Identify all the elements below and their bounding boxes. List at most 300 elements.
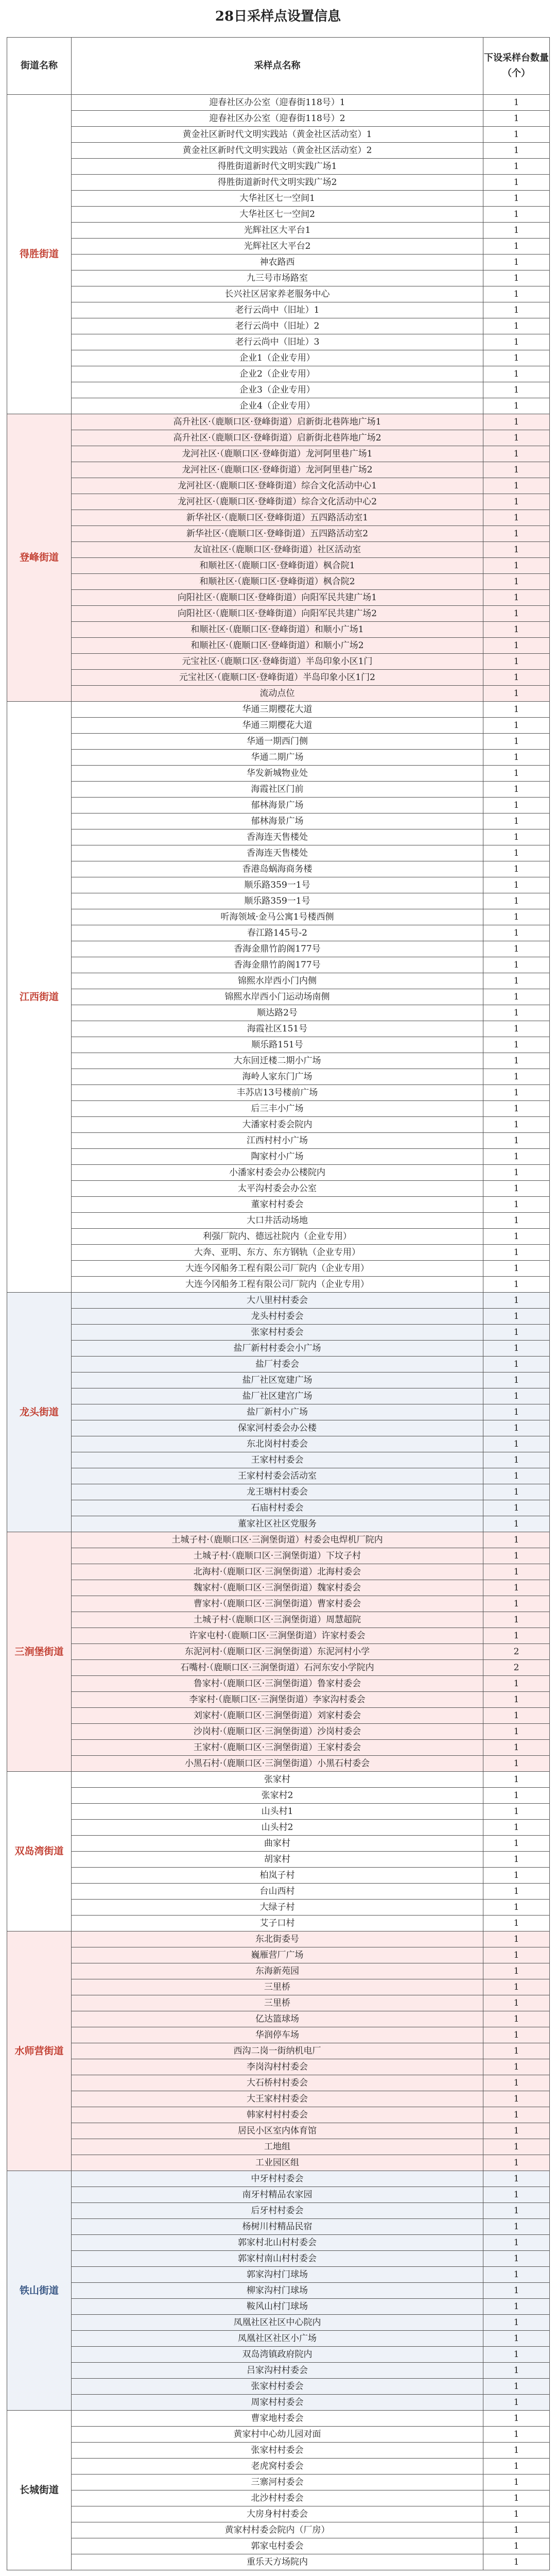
station-count-cell: 1 — [483, 526, 550, 542]
table-row — [7, 2011, 550, 2027]
station-count-cell: 1 — [483, 1676, 550, 1692]
site-name-cell: 山头村2 — [72, 1820, 483, 1836]
table-row — [7, 2027, 550, 2043]
table-row — [7, 2538, 550, 2554]
station-count-cell: 1 — [483, 430, 550, 446]
site-name-cell: 企业4（企业专用） — [72, 398, 483, 414]
site-name-cell: 迎春社区办公室（迎春街118号）1 — [72, 95, 483, 111]
table-row — [7, 798, 550, 814]
site-name-cell: 香海连天售楼处 — [72, 845, 483, 861]
table-row — [7, 382, 550, 398]
site-name-cell: 柏岚子村 — [72, 1868, 483, 1884]
site-name-cell: 盐厂社区宽建广场 — [72, 1372, 483, 1388]
station-count-cell: 1 — [483, 1213, 550, 1229]
site-name-cell: 曲家村 — [72, 1836, 483, 1852]
header-district: 街道名称 — [7, 38, 72, 95]
site-name-cell: 郁林海景广场 — [72, 814, 483, 829]
site-name-cell: 老行云尚中（旧址）3 — [72, 334, 483, 350]
table-row — [7, 1947, 550, 1963]
table-row — [7, 2443, 550, 2459]
site-name-cell: 大华社区七一空间1 — [72, 191, 483, 207]
station-count-cell: 1 — [483, 1245, 550, 1261]
station-count-cell: 1 — [483, 382, 550, 398]
table-row — [7, 2155, 550, 2171]
station-count-cell: 1 — [483, 1484, 550, 1500]
site-name-cell: 友谊社区·（鹿顺口区·登峰街道）社区活动室 — [72, 542, 483, 558]
station-count-cell: 1 — [483, 2283, 550, 2299]
station-count-cell: 1 — [483, 2395, 550, 2411]
table-row — [7, 1372, 550, 1388]
station-count-cell: 1 — [483, 2203, 550, 2219]
station-count-cell: 2 — [483, 1644, 550, 1660]
table-row — [7, 2379, 550, 2395]
table-row — [7, 1293, 550, 1309]
station-count-cell: 1 — [483, 574, 550, 590]
table-row — [7, 1197, 550, 1213]
table-row — [7, 941, 550, 957]
table-row — [7, 1596, 550, 1612]
table-row — [7, 957, 550, 973]
site-name-cell: 锦熙水岸西小门运动场南侧 — [72, 989, 483, 1005]
station-count-cell: 1 — [483, 2011, 550, 2027]
table-row — [7, 127, 550, 143]
table-row — [7, 318, 550, 334]
table-row — [7, 1165, 550, 1181]
station-count-cell: 1 — [483, 2363, 550, 2379]
station-count-cell: 1 — [483, 1516, 550, 1532]
table-row — [7, 877, 550, 893]
site-name-cell: 石嘴村·（鹿顺口区·三涧堡街道）石河东安小学院内 — [72, 1660, 483, 1676]
table-row — [7, 446, 550, 462]
site-name-cell: 大奔、亚明、东方、东方钢轨（企业专用） — [72, 1245, 483, 1261]
table-row — [7, 750, 550, 766]
site-name-cell: 盐厂村委会 — [72, 1357, 483, 1372]
station-count-cell: 1 — [483, 1293, 550, 1309]
station-count-cell: 1 — [483, 1229, 550, 1245]
station-count-cell: 1 — [483, 207, 550, 223]
station-count-cell: 1 — [483, 2315, 550, 2331]
station-count-cell: 1 — [483, 302, 550, 318]
station-count-cell: 1 — [483, 1931, 550, 1947]
station-count-cell: 1 — [483, 159, 550, 175]
district-name-cell: 登峰街道 — [7, 414, 72, 702]
table-row — [7, 2267, 550, 2283]
table-row — [7, 574, 550, 590]
station-count-cell: 1 — [483, 941, 550, 957]
district-name-cell: 江西街道 — [7, 702, 72, 1293]
station-count-cell: 1 — [483, 670, 550, 686]
table-row — [7, 1692, 550, 1708]
table-row — [7, 718, 550, 734]
station-count-cell: 1 — [483, 2027, 550, 2043]
site-name-cell: 亿达篮球场 — [72, 2011, 483, 2027]
table-row — [7, 2506, 550, 2522]
station-count-cell: 1 — [483, 829, 550, 845]
table-row — [7, 1931, 550, 1947]
station-count-cell: 1 — [483, 1005, 550, 1021]
station-count-cell: 1 — [483, 1101, 550, 1117]
station-count-cell: 1 — [483, 2299, 550, 2315]
table-row — [7, 350, 550, 366]
site-name-cell: 海岭人家东门广场 — [72, 1069, 483, 1085]
table-row — [7, 542, 550, 558]
site-name-cell: 顺乐路359一1号 — [72, 877, 483, 893]
table-row — [7, 1612, 550, 1628]
station-count-cell: 1 — [483, 2139, 550, 2155]
site-name-cell: 华通三期樱花大道 — [72, 718, 483, 734]
station-count-cell: 1 — [483, 1404, 550, 1420]
table-row — [7, 1005, 550, 1021]
table-row — [7, 2139, 550, 2155]
station-count-cell: 1 — [483, 1740, 550, 1756]
site-name-cell: 流动点位 — [72, 686, 483, 702]
site-name-cell: 工地组 — [72, 2139, 483, 2155]
station-count-cell: 1 — [483, 2443, 550, 2459]
table-row — [7, 1900, 550, 1916]
station-count-cell: 1 — [483, 590, 550, 606]
table-row — [7, 1404, 550, 1420]
station-count-cell: 1 — [483, 1852, 550, 1868]
table-row — [7, 2490, 550, 2506]
site-name-cell: 大潘家村委会院内 — [72, 1117, 483, 1133]
table-row — [7, 2427, 550, 2443]
district-name-cell: 水师营街道 — [7, 1931, 72, 2171]
station-count-cell: 1 — [483, 893, 550, 909]
table-row — [7, 1452, 550, 1468]
site-name-cell: 小潘家村委会办公楼院内 — [72, 1165, 483, 1181]
site-name-cell: 后三丰小广场 — [72, 1101, 483, 1117]
site-name-cell: 郭家沟村门球场 — [72, 2267, 483, 2283]
table-row — [7, 590, 550, 606]
station-count-cell: 1 — [483, 1261, 550, 1277]
table-row — [7, 510, 550, 526]
table-row — [7, 2331, 550, 2347]
site-name-cell: 顺乐路359一1号 — [72, 893, 483, 909]
site-name-cell: 胡家村 — [72, 1852, 483, 1868]
station-count-cell: 1 — [483, 957, 550, 973]
table-row — [7, 1676, 550, 1692]
table-row — [7, 1245, 550, 1261]
station-count-cell: 1 — [483, 1341, 550, 1357]
site-name-cell: 高升社区·（鹿顺口区·登峰街道）启新街北巷阵地广场1 — [72, 414, 483, 430]
district-name-cell: 铁山街道 — [7, 2171, 72, 2411]
table-row — [7, 239, 550, 255]
station-count-cell: 1 — [483, 1037, 550, 1053]
site-name-cell: 老行云尚中（旧址）2 — [72, 318, 483, 334]
site-name-cell: 迎春社区办公室（迎春街118号）2 — [72, 111, 483, 127]
site-name-cell: 张家村村委会 — [72, 1325, 483, 1341]
site-name-cell: 得胜街道新时代文明实践广场2 — [72, 175, 483, 191]
station-count-cell: 1 — [483, 318, 550, 334]
site-name-cell: 香港岛蜗海商务楼 — [72, 861, 483, 877]
site-name-cell: 巍雁营厂广场 — [72, 1947, 483, 1963]
site-name-cell: 土城子村·（鹿顺口区·三涧堡街道）下坟子村 — [72, 1548, 483, 1564]
site-name-cell: 光辉社区大平台1 — [72, 223, 483, 239]
table-row — [7, 2315, 550, 2331]
site-name-cell: 和顺社区·（鹿顺口区·登峰街道）和顺小广场2 — [72, 638, 483, 654]
table-row — [7, 2235, 550, 2251]
site-name-cell: 和顺社区·（鹿顺口区·登峰街道）枫合院1 — [72, 558, 483, 574]
table-row — [7, 1852, 550, 1868]
station-count-cell: 1 — [483, 2059, 550, 2075]
table-row — [7, 2059, 550, 2075]
table-row — [7, 829, 550, 845]
table-row — [7, 2363, 550, 2379]
station-count-cell: 1 — [483, 2459, 550, 2475]
station-count-cell: 1 — [483, 2107, 550, 2123]
table-row — [7, 2171, 550, 2187]
station-count-cell: 1 — [483, 127, 550, 143]
table-row — [7, 925, 550, 941]
table-row — [7, 2522, 550, 2538]
station-count-cell: 1 — [483, 1836, 550, 1852]
table-row — [7, 1181, 550, 1197]
site-name-cell: 向阳社区·（鹿顺口区·登峰街道）向阳军民共建广场2 — [72, 606, 483, 622]
table-row — [7, 2283, 550, 2299]
district-name-cell: 双岛湾街道 — [7, 1772, 72, 1931]
site-name-cell: 光辉社区大平台2 — [72, 239, 483, 255]
site-name-cell: 柳家沟村门球场 — [72, 2283, 483, 2299]
site-name-cell: 和顺社区·（鹿顺口区·登峰街道）枫合院2 — [72, 574, 483, 590]
station-count-cell: 1 — [483, 270, 550, 286]
table-row — [7, 366, 550, 382]
site-name-cell: 张家村2 — [72, 1788, 483, 1804]
table-row — [7, 1548, 550, 1564]
table-row — [7, 1788, 550, 1804]
site-name-cell: 华润停车场 — [72, 2027, 483, 2043]
site-name-cell: 大王家村村委会 — [72, 2091, 483, 2107]
table-row — [7, 143, 550, 159]
table-row — [7, 95, 550, 111]
site-name-cell: 郭家屯村委会 — [72, 2538, 483, 2554]
station-count-cell: 1 — [483, 558, 550, 574]
site-name-cell: 江西村村小广场 — [72, 1133, 483, 1149]
table-row — [7, 893, 550, 909]
station-count-cell: 1 — [483, 446, 550, 462]
table-row — [7, 622, 550, 638]
station-count-cell: 1 — [483, 2091, 550, 2107]
table-row — [7, 1149, 550, 1165]
site-name-cell: 大石桥村村委会 — [72, 2075, 483, 2091]
station-count-cell: 1 — [483, 398, 550, 414]
site-name-cell: 韩家村村村委会 — [72, 2107, 483, 2123]
site-name-cell: 龙王塘村村委会 — [72, 1484, 483, 1500]
station-count-cell: 1 — [483, 542, 550, 558]
table-row — [7, 2554, 550, 2570]
table-row — [7, 1309, 550, 1325]
site-name-cell: 盐厂新村村委会小广场 — [72, 1341, 483, 1357]
station-count-cell: 1 — [483, 782, 550, 798]
site-name-cell: 东北岗村村委会 — [72, 1436, 483, 1452]
table-row — [7, 175, 550, 191]
table-row — [7, 286, 550, 302]
station-count-cell: 1 — [483, 1963, 550, 1979]
site-name-cell: 北海村·（鹿顺口区·三涧堡街道）北海村委会 — [72, 1564, 483, 1580]
site-name-cell: 张家村村委会 — [72, 2379, 483, 2395]
station-count-cell: 1 — [483, 1548, 550, 1564]
station-count-cell: 1 — [483, 111, 550, 127]
table-row — [7, 334, 550, 350]
table-row — [7, 1628, 550, 1644]
site-name-cell: 太平沟村委会办公室 — [72, 1181, 483, 1197]
station-count-cell: 1 — [483, 1564, 550, 1580]
site-name-cell: 鞍风山村门球场 — [72, 2299, 483, 2315]
station-count-cell: 1 — [483, 494, 550, 510]
header-site: 采样点名称 — [72, 38, 483, 95]
site-name-cell: 南牙村精品农家园 — [72, 2187, 483, 2203]
table-row — [7, 1804, 550, 1820]
station-count-cell: 1 — [483, 191, 550, 207]
site-name-cell: 陶家村小广场 — [72, 1149, 483, 1165]
site-name-cell: 黄金社区新时代文明实践站（黄金社区活动室）2 — [72, 143, 483, 159]
station-count-cell: 1 — [483, 877, 550, 893]
table-row — [7, 2203, 550, 2219]
table-row — [7, 734, 550, 750]
station-count-cell: 1 — [483, 2043, 550, 2059]
table-row — [7, 1995, 550, 2011]
station-count-cell: 1 — [483, 989, 550, 1005]
station-count-cell: 1 — [483, 462, 550, 478]
table-row — [7, 1357, 550, 1372]
station-count-cell: 1 — [483, 973, 550, 989]
site-name-cell: 向阳社区·（鹿顺口区·登峰街道）向阳军民共建广场1 — [72, 590, 483, 606]
station-count-cell: 1 — [483, 1388, 550, 1404]
station-count-cell: 1 — [483, 638, 550, 654]
site-name-cell: 企业2（企业专用） — [72, 366, 483, 382]
station-count-cell: 1 — [483, 1069, 550, 1085]
table-row — [7, 1053, 550, 1069]
site-name-cell: 华发新城物业处 — [72, 766, 483, 782]
station-count-cell: 2 — [483, 1660, 550, 1676]
site-name-cell: 神农路西 — [72, 255, 483, 270]
site-name-cell: 大口井活动场地 — [72, 1213, 483, 1229]
station-count-cell: 1 — [483, 1900, 550, 1916]
site-name-cell: 张家村村委会 — [72, 2443, 483, 2459]
station-count-cell: 1 — [483, 1165, 550, 1181]
table-row — [7, 1884, 550, 1900]
table-row — [7, 1500, 550, 1516]
site-name-cell: 龙河社区·（鹿顺口区·登峰街道）龙河阿里巷广场1 — [72, 446, 483, 462]
site-name-cell: 曹家地村委会 — [72, 2411, 483, 2427]
station-count-cell: 1 — [483, 334, 550, 350]
table-row — [7, 1484, 550, 1500]
site-name-cell: 锦熙水岸西小门内侧 — [72, 973, 483, 989]
station-count-cell: 1 — [483, 1372, 550, 1388]
table-row — [7, 1436, 550, 1452]
table-row — [7, 111, 550, 127]
table-row — [7, 1532, 550, 1548]
table-row — [7, 1133, 550, 1149]
station-count-cell: 1 — [483, 2379, 550, 2395]
site-name-cell: 李岗沟村村委会 — [72, 2059, 483, 2075]
station-count-cell: 1 — [483, 622, 550, 638]
district-name-cell: 长城街道 — [7, 2411, 72, 2570]
table-row — [7, 814, 550, 829]
station-count-cell: 1 — [483, 2554, 550, 2570]
station-count-cell: 1 — [483, 2123, 550, 2139]
site-name-cell: 山头村1 — [72, 1804, 483, 1820]
site-name-cell: 东泥河村·（鹿顺口区·三涧堡街道）东泥河村小学 — [72, 1644, 483, 1660]
site-name-cell: 东北街委号 — [72, 1931, 483, 1947]
site-name-cell: 郭家村北山村村委会 — [72, 2235, 483, 2251]
station-count-cell: 1 — [483, 1804, 550, 1820]
station-count-cell: 1 — [483, 1724, 550, 1740]
site-name-cell: 重乐天方场院内 — [72, 2554, 483, 2570]
table-row — [7, 2475, 550, 2490]
table-row — [7, 2299, 550, 2315]
table-row — [7, 845, 550, 861]
site-name-cell: 海霞社区门前 — [72, 782, 483, 798]
table-row — [7, 1963, 550, 1979]
table-row — [7, 1708, 550, 1724]
station-count-cell: 1 — [483, 350, 550, 366]
site-name-cell: 顺达路2号 — [72, 1005, 483, 1021]
site-name-cell: 北沙村村委会 — [72, 2490, 483, 2506]
station-count-cell: 1 — [483, 2522, 550, 2538]
table-row — [7, 1660, 550, 1676]
table-header-row — [7, 38, 550, 95]
table-row — [7, 606, 550, 622]
page-title: 28日采样点设置信息 — [215, 9, 341, 24]
site-name-cell: 黄金社区新时代文明实践站（黄金社区活动室）1 — [72, 127, 483, 143]
station-count-cell: 1 — [483, 143, 550, 159]
station-count-cell: 1 — [483, 2075, 550, 2091]
table-row — [7, 2411, 550, 2427]
table-row — [7, 686, 550, 702]
table-row — [7, 1580, 550, 1596]
site-name-cell: 居民小区室内体育馆 — [72, 2123, 483, 2139]
station-count-cell: 1 — [483, 510, 550, 526]
table-row — [7, 2107, 550, 2123]
site-name-cell: 艾子口村 — [72, 1916, 483, 1931]
district-name-cell: 龙头街道 — [7, 1293, 72, 1532]
table-row — [7, 191, 550, 207]
site-name-cell: 企业3（企业专用） — [72, 382, 483, 398]
table-row — [7, 2251, 550, 2267]
table-row — [7, 223, 550, 239]
site-name-cell: 双岛湾镇政府院内 — [72, 2347, 483, 2363]
station-count-cell: 1 — [483, 1500, 550, 1516]
station-count-cell: 1 — [483, 366, 550, 382]
table-row — [7, 1772, 550, 1788]
station-count-cell: 1 — [483, 1772, 550, 1788]
site-name-cell: 老虎窝村委会 — [72, 2459, 483, 2475]
station-count-cell: 1 — [483, 1420, 550, 1436]
table-row — [7, 2091, 550, 2107]
station-count-cell: 1 — [483, 2235, 550, 2251]
table-row — [7, 1979, 550, 1995]
station-count-cell: 1 — [483, 2187, 550, 2203]
station-count-cell: 1 — [483, 95, 550, 111]
table-row — [7, 1037, 550, 1053]
station-count-cell: 1 — [483, 1325, 550, 1341]
station-count-cell: 1 — [483, 2427, 550, 2443]
station-count-cell: 1 — [483, 798, 550, 814]
station-count-cell: 1 — [483, 2171, 550, 2187]
station-count-cell: 1 — [483, 1788, 550, 1804]
station-count-cell: 1 — [483, 1580, 550, 1596]
station-count-cell: 1 — [483, 1181, 550, 1197]
station-count-cell: 1 — [483, 2155, 550, 2171]
site-name-cell: 土城子村·（鹿顺口区·三涧堡街道）周慧超院 — [72, 1612, 483, 1628]
site-name-cell: 利强厂院内、德远社院内（企业专用） — [72, 1229, 483, 1245]
site-name-cell: 鲁家村·（鹿顺口区·三涧堡街道）鲁家村委会 — [72, 1676, 483, 1692]
station-count-cell: 1 — [483, 925, 550, 941]
table-row — [7, 1069, 550, 1085]
station-count-cell: 1 — [483, 1452, 550, 1468]
site-name-cell: 龙河社区·（鹿顺口区·登峰街道）综合文化活动中心1 — [72, 478, 483, 494]
station-count-cell: 1 — [483, 1133, 550, 1149]
